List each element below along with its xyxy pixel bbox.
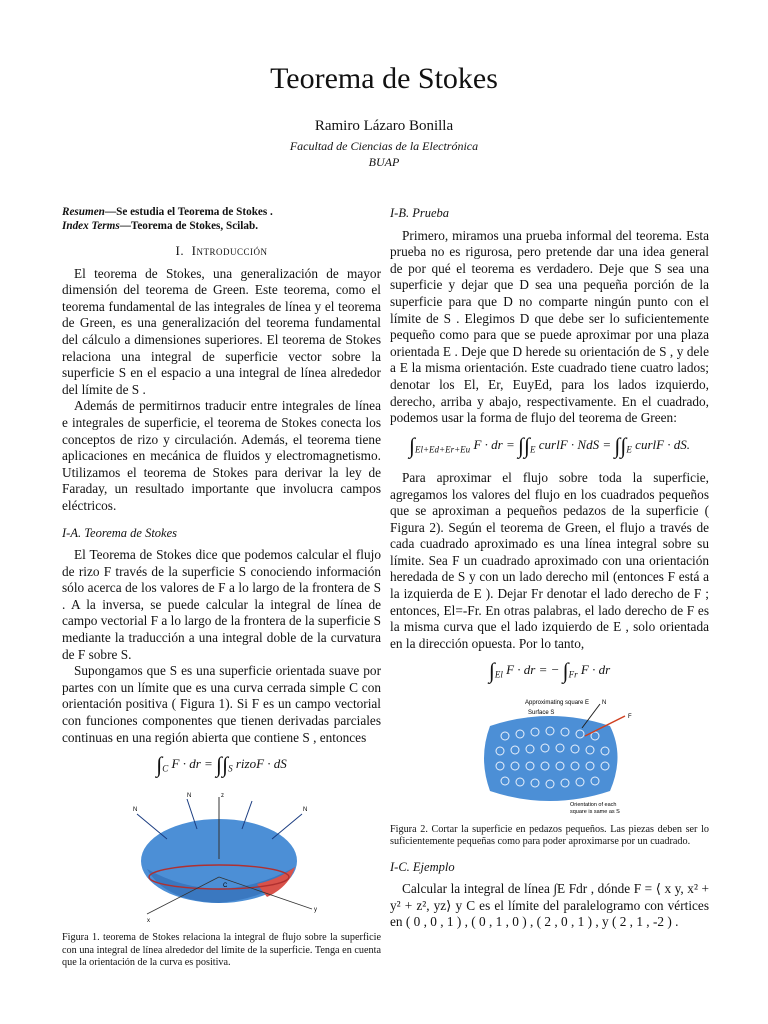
fig2-orient-label-2: square is same as S — [569, 808, 620, 815]
stokes-paragraph-2: Supongamos que S es una superficie orientada suave por partes con un límite que es una curva cerrada simple C con orientación positiva ( Figura 1). Si F es un campo vectorial con funciones componentes que tienen derivadas parciales continuas en una región abierta que contiene S , entonces — [62, 663, 381, 745]
index-terms-text: —Teorema de Stokes, Scilab. — [119, 220, 259, 232]
fig2-approx-label: Approximating square E — [524, 699, 589, 706]
eq-flux-sub-r: Fr — [568, 670, 578, 681]
figure-1-surface — [107, 789, 337, 924]
flux-equation: $\int_{El}$ F · dr = − $\int_{Fr}$ F · dr — [488, 658, 611, 684]
fig1-z-label: z — [220, 793, 224, 800]
abstract-text: —Se estudia el Teorema de Stokes . — [104, 206, 273, 218]
affiliation-institution: BUAP — [368, 155, 400, 169]
author-name: Ramiro Lázaro Bonilla — [314, 118, 454, 134]
fig1-n-label-2: N — [186, 793, 191, 800]
eq-sub-c: C — [162, 763, 169, 774]
figure-2-caption: Figura 2. Cortar la superficie en pedazos pequeños. Las piezas deben ser lo suficientemente pequeñas como para poder aproximarse por un cuadrado. — [390, 823, 709, 848]
section-heading-intro — [62, 243, 381, 260]
eq-green-rhs: curlF · dS. — [635, 436, 691, 452]
stokes-paragraph-1: El Teorema de Stokes dice que podemos calcular el flujo de rizo F través de la superficie S conociendo información sólo acerca de los valores de F a lo largo de la frontera de S . A la inversa, se puede calcular la integral de línea de campo vectorial F a lo largo de la frontera de la superficie S mediante la traducción a una integral doble de la curvatura de F sobre S. — [62, 547, 381, 662]
fig1-c-label: C — [222, 883, 227, 890]
subsection-heading-ejemplo: I-C. Ejemplo — [390, 859, 455, 874]
subsection-heading-prueba: I-B. Prueba — [390, 206, 450, 220]
eq-green-sub: El+Ed+Er+Eu — [414, 444, 471, 455]
abstract-label: Resumen — [62, 206, 105, 218]
ejemplo-paragraph: Calcular la integral de línea ∫E Fdr , dónde F = ⟨ x y, x² + y² + z², yz⟩ y C es el límite del paralelogramo con vértices en ( 0 , 0 , 1 ) , ( 0 , 1 , 0 ) , ( 2 , 0 , 1 ) , y ( 2 , 1 , -2 ) . — [390, 881, 709, 930]
abstract — [62, 205, 381, 233]
eq-green-mid: F · dr = — [473, 436, 515, 452]
left-column — [62, 205, 381, 970]
section-number: I. — [175, 243, 185, 258]
eq-green-sub-e-2: E — [626, 444, 632, 455]
fig2-orient-label-1: Orientation of each — [569, 801, 616, 808]
eq-stokes-lhs: F · dr = — [171, 756, 213, 772]
fig1-y-label: y — [313, 907, 317, 914]
fig2-n-label: N — [601, 699, 606, 706]
eq-flux-rhs: F · dr — [580, 662, 611, 678]
eq-flux-lhs: F · dr = − — [506, 662, 560, 678]
figure-1-caption: Figura 1. teorema de Stokes relaciona la integral de flujo sobre la superficie con una integral de línea alrededor del límite de la superficie. Tenga en cuenta que la orientación de la curva es positiva. — [62, 932, 381, 969]
affiliation-faculty: Facultad de Ciencias de la Electrónica — [289, 139, 479, 153]
eq-stokes-rhs: rizoF · dS — [235, 756, 287, 772]
eq-flux-sub-l: El — [494, 670, 503, 681]
section-title: Introducción — [191, 243, 268, 258]
fig1-n-label-1: N — [132, 807, 137, 814]
fig1-x-label: x — [146, 918, 150, 925]
green-equation: $\int_{El+Ed+Er+Eu}$ F · dr = $\int\int_E$ curlF · NdS = $\int\int_E$ curlF · dS. — [408, 432, 691, 458]
intro-paragraph-2: Además de permitirnos traducir entre integrales de línea e integrales de superficie, el teorema de Stokes conecta los conceptos de rizo y circulación. Además, el teorema tiene aplicaciones en mecánica de fluidos y electromagnetismo. Utilizamos el teorema de Stokes para derivar la ley de Faraday, un resultado importante que involucra campos eléctricos. — [62, 398, 381, 513]
prueba-paragraph-2: Para aproximar el flujo sobre toda la superficie, agregamos los valores del flujo en los cuadrados pequeños que se aproximan a pequeños pedazos de la superficie ( Figura 2). Según el teorema de Green, el flujo a través de cada cuadrado aproximado es una línea integral sobre su límite. Sea F un cuadrado aproximado con una orientación heredada de S y con un lado derecho mil (entonces F está a la izquierda de E ). Dejar Fr denotar el lado derecho de F ; entonces, El=-Fr. En otras palabras, el lado derecho de F es la misma curva que el lado izquierdo de E , solo orientada en la dirección opuesta. Por lo tanto, — [390, 469, 709, 651]
intro-paragraph-1: El teorema de Stokes, una generalización de mayor dimensión del teorema de Green. Este teorema, como el teorema fundamental de las integrales de línea y el teorema de Green, es una generalización del teorema fundamental del cálculo a dimensiones superiores. El teorema de Stokes relaciona una integral de superficie vector sobre la superficie S en el espacio a una integral de línea alrededor del límite de S . — [62, 265, 381, 397]
paper-title: Teorema de Stokes — [270, 62, 498, 95]
eq-sub-s: S — [228, 763, 233, 774]
right-column — [390, 205, 709, 931]
figure-2-approximating-squares — [450, 696, 650, 816]
eq-green-curl: curlF · NdS = — [538, 436, 612, 452]
fig1-n-label-3: N — [302, 807, 307, 814]
subsection-heading-stokes: I-A. Teorema de Stokes — [62, 525, 178, 540]
stokes-equation: $\int_C$ F · dr = $\int\int_S$ rizoF · dS — [156, 752, 287, 778]
index-terms-label: Index Terms — [62, 220, 120, 232]
prueba-paragraph-1: Primero, miramos una prueba informal del teorema. Esta prueba no es rigurosa, pero pretende dar una idea general de por qué el teorema es verdadero. Deje que S sea una superficie y dejar que D sea una pequeña porción de la superficie para que D no comparte ningún punto con el límite de S . Elegimos D que debe ser lo suficientemente pequeño como para que se puede aproximar por una plaza orientada E . Deje que D herede su orientación de S , y dele a E la misma orientación. Este cuadrado tiene cuatro lados; denotar los El, Er, EuyEd, para los lados izquierdo, derecho, arriba y abajo, respectivamente. En el cuadrado, podemos usar la forma de flujo del teorema de Green: — [390, 227, 709, 426]
fig2-f-label: F — [627, 713, 632, 720]
eq-green-sub-e: E — [530, 444, 536, 455]
fig2-surface-label: Surface S — [527, 709, 554, 716]
affiliation — [0, 138, 768, 170]
